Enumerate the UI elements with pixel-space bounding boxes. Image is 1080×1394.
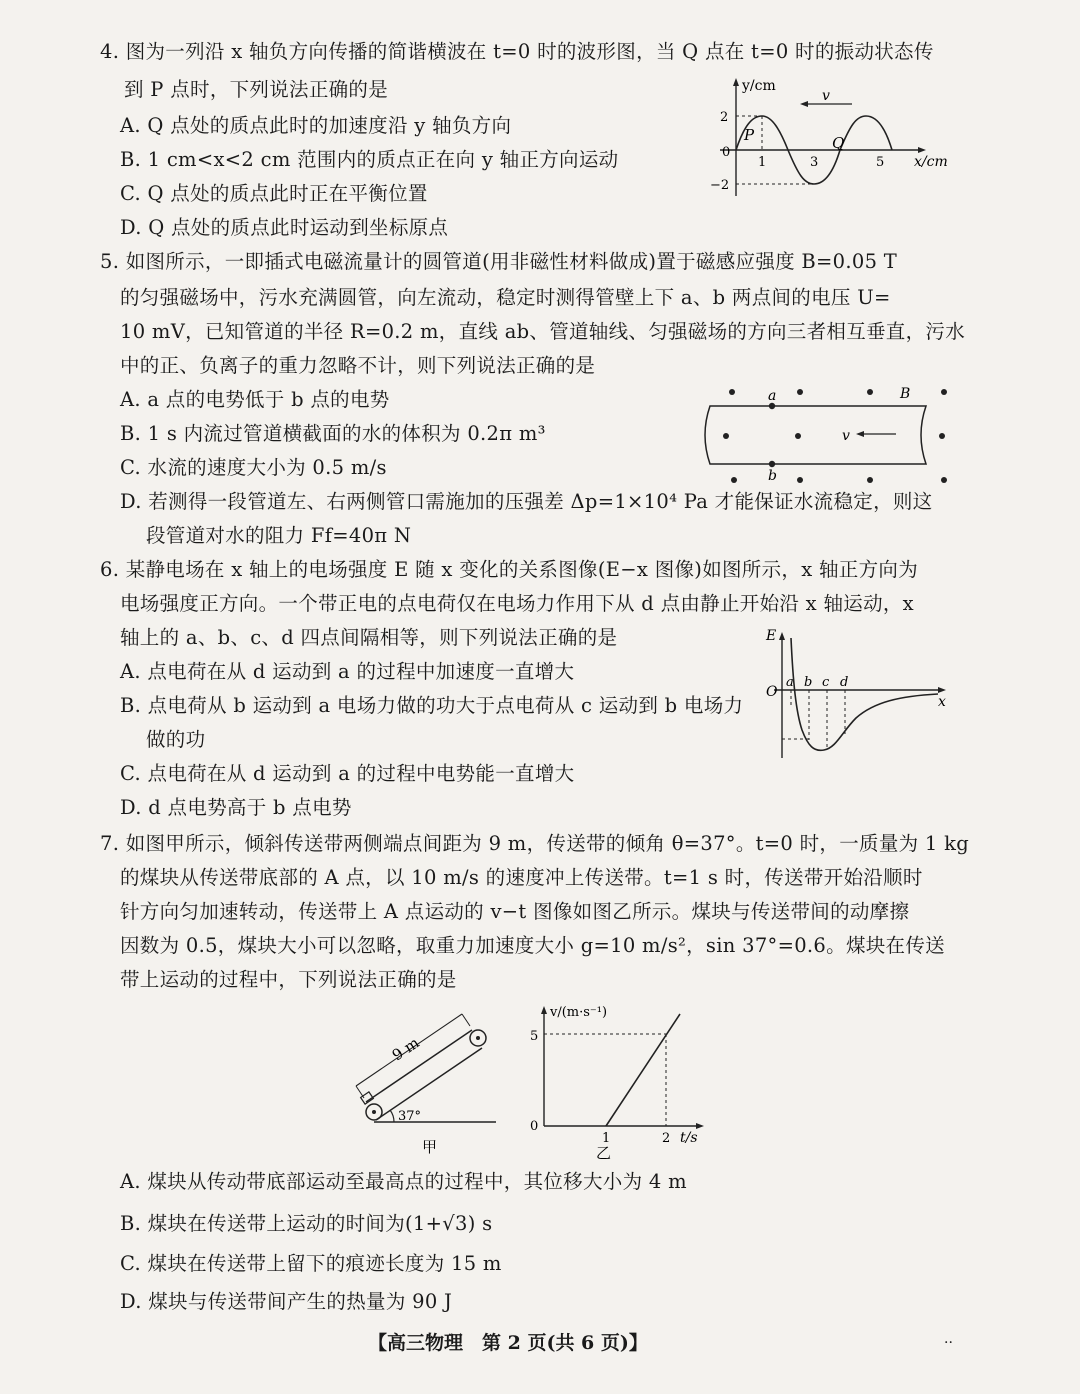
q7-yi-origin: 0 [530, 1119, 539, 1134]
q6-label-c: c [822, 675, 830, 690]
q6-label-E: E [766, 628, 777, 644]
q7-option-a: A. 煤块从传动带底部运动至最高点的过程中，其位移大小为 4 m [120, 1170, 687, 1193]
q6-label-a: a [786, 675, 794, 690]
q6-field-curve [791, 638, 938, 750]
q7-vt-line [606, 1014, 680, 1126]
q7-yi-tick-5: 5 [530, 1029, 539, 1044]
q4-option-c: C. Q 点处的质点此时正在平衡位置 [120, 182, 428, 205]
q5-stem-line2: 的匀强磁场中，污水充满圆管，向左流动，稳定时测得管壁上下 a、b 两点间的电压 U= [120, 286, 891, 309]
q4-option-d: D. Q 点处的质点此时运动到坐标原点 [120, 216, 449, 239]
q4-tick-x3: 3 [810, 155, 819, 170]
q5-label-v: v [842, 428, 850, 444]
q6-option-d: D. d 点电势高于 b 点电势 [120, 796, 352, 819]
q7-caption-jia: 甲 [422, 1138, 438, 1156]
q7-yi-tick-1: 1 [602, 1131, 611, 1146]
q6-option-b-line1: B. 点电荷从 b 运动到 a 电场力做的功大于点电荷从 c 运动到 b 电场力 [120, 694, 744, 717]
q4-tick-neg2: −2 [710, 178, 730, 193]
footer-mark: ·· [944, 1335, 953, 1351]
q6-label-O: O [766, 684, 778, 700]
q7-stem-line2: 的煤块从传送带底部的 A 点，以 10 m/s 的速度冲上传送带。t=1 s 时，传送带开始沿顺时 [120, 866, 923, 889]
q6-label-x: x [938, 694, 946, 710]
q7-figure-yi [520, 1000, 720, 1164]
q5-option-c: C. 水流的速度大小为 0.5 m/s [120, 456, 387, 479]
q6-option-a: A. 点电荷在从 d 运动到 a 的过程中加速度一直增大 [120, 660, 575, 683]
q4-velocity-label: v [822, 88, 830, 104]
q4-stem-line2: 到 P 点时，下列说法正确的是 [124, 78, 389, 101]
q6-label-d: d [840, 675, 849, 690]
q5-pipe-figure [690, 380, 970, 490]
q4-tick-x1: 1 [758, 155, 767, 170]
q4-tick-2: 2 [720, 110, 729, 125]
q6-stem-line2: 电场强度正方向。一个带正电的点电荷仅在电场力作用下从 d 点由静止开始沿 x 轴运动，x [120, 592, 914, 615]
q5-stem-line1: 5. 如图所示，一即插式电磁流量计的圆管道(用非磁性材料做成)置于磁感应强度 B=0.05 T [100, 250, 898, 273]
q5-option-b: B. 1 s 内流过管道横截面的水的体积为 0.2π m³ [120, 422, 546, 445]
q6-field-figure [760, 622, 960, 762]
q7-option-d: D. 煤块与传送带间产生的热量为 90 J [120, 1290, 453, 1313]
q7-stem-line5: 带上运动的过程中，下列说法正确的是 [120, 968, 457, 991]
q5-pipe-outline [705, 406, 926, 464]
q6-stem-line1: 6. 某静电场在 x 轴上的电场强度 E 随 x 变化的关系图像(E−x 图像)如图所示，x 轴正方向为 [100, 558, 919, 581]
q5-stem-line3: 10 mV，已知管道的半径 R=0.2 m，直线 ab、管道轴线、匀强磁场的方向三者相互垂直，污水 [120, 320, 966, 343]
q7-yi-tick-2: 2 [662, 1131, 671, 1146]
q4-tick-x5: 5 [876, 155, 885, 170]
q7-option-b: B. 煤块在传送带上运动的时间为(1+√3) s [120, 1212, 493, 1235]
q7-caption-yi: 乙 [596, 1144, 612, 1162]
q5-option-d-line2: 段管道对水的阻力 Ff=40π N [146, 524, 412, 547]
q4-point-q: Q [832, 134, 845, 152]
q6-option-c: C. 点电荷在从 d 运动到 a 的过程中电势能一直增大 [120, 762, 575, 785]
q7-yi-ylabel: v/(m·s⁻¹) [550, 1005, 608, 1020]
q7-stem-line1: 7. 如图甲所示，倾斜传送带两侧端点间距为 9 m，传送带的倾角 θ=37°。t=0 时，一质量为 1 kg [100, 832, 970, 855]
q4-option-a: A. Q 点处的质点此时的加速度沿 y 轴负方向 [120, 114, 512, 137]
q5-label-b: b [768, 468, 777, 484]
q6-stem-line3: 轴上的 a、b、c、d 四点间隔相等，则下列说法正确的是 [120, 626, 618, 649]
q4-wave-figure [700, 74, 970, 202]
q7-length-label: 9 m [388, 1033, 423, 1065]
q5-stem-line4: 中的正、负离子的重力忽略不计，则下列说法正确的是 [120, 354, 596, 377]
q5-option-d-line1: D. 若测得一段管道左、右两侧管口需施加的压强差 Δp=1×10⁴ Pa 才能保证水流稳定，则这 [120, 490, 933, 513]
q5-option-a: A. a 点的电势低于 b 点的电势 [120, 388, 390, 411]
q6-option-b-line2: 做的功 [146, 728, 206, 751]
q7-angle-label: 37° [398, 1109, 422, 1124]
q4-stem-line1: 4. 图为一列沿 x 轴负方向传播的简谐横波在 t=0 时的波形图，当 Q 点在 t=0 时的振动状态传 [100, 40, 934, 63]
q7-option-c: C. 煤块在传送带上留下的痕迹长度为 15 m [120, 1252, 502, 1275]
q7-stem-line4: 因数为 0.5，煤块大小可以忽略，取重力加速度大小 g=10 m/s²，sin 37°=0.6。煤块在传送 [120, 934, 945, 957]
q5-label-B: B [900, 386, 911, 402]
q7-stem-line3: 针方向匀加速转动，传送带上 A 点运动的 v−t 图像如图乙所示。煤块与传送带间的动摩擦 [120, 900, 910, 923]
q7-figure-jia [336, 1010, 516, 1164]
q4-xlabel: x/cm [914, 154, 948, 170]
q4-option-b: B. 1 cm<x<2 cm 范围内的质点正在向 y 轴正方向运动 [120, 148, 619, 171]
q4-point-p: P [744, 126, 755, 144]
q4-ylabel: y/cm [742, 78, 776, 94]
q7-yi-xlabel: t/s [680, 1130, 698, 1146]
q4-tick-0: 0 [722, 145, 731, 160]
q6-label-b: b [804, 675, 813, 690]
q5-label-a: a [768, 388, 777, 404]
page-footer: 【高三物理 第 2 页(共 6 页)】 [368, 1332, 648, 1354]
